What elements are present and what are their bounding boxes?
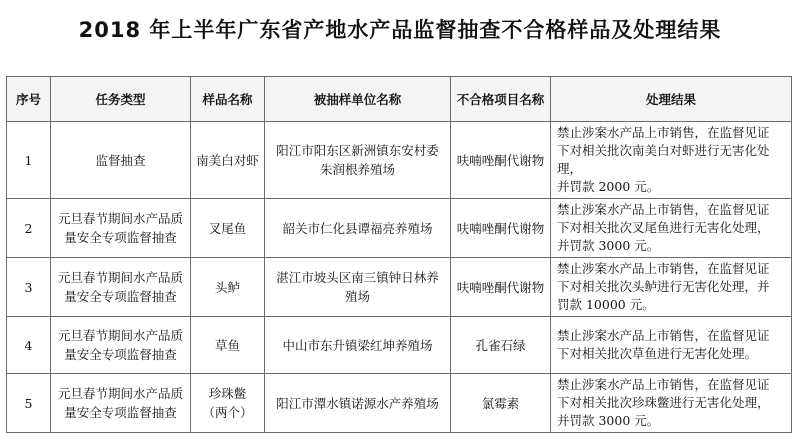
cell-sampled-unit: 中山市东升镇梁红坤养殖场: [265, 317, 451, 374]
cell-sample-name: 草鱼: [191, 317, 265, 374]
cell-task-type: 元旦春节期间水产品质 量安全专项监督抽查: [51, 258, 191, 317]
cell-result: 禁止涉案水产品上市销售，在监督见证 下对相关批次草鱼进行无害化处理。: [551, 317, 792, 374]
cell-sample-name: 珍珠鳖 （两个）: [191, 374, 265, 433]
cell-result: 禁止涉案水产品上市销售，在监督见证 下对相关批次叉尾鱼进行无害化处理， 并罚款 3000 元。: [551, 199, 792, 258]
header-failed-item: 不合格项目名称: [451, 77, 551, 122]
cell-result: 禁止涉案水产品上市销售，在监督见证 下对相关批次头鲈进行无害化处理，并 罚款 10000 元。: [551, 258, 792, 317]
cell-sample-name: 头鲈: [191, 258, 265, 317]
cell-sample-name: 叉尾鱼: [191, 199, 265, 258]
cell-task-type: 元旦春节期间水产品质 量安全专项监督抽查: [51, 317, 191, 374]
cell-no: 4: [7, 317, 51, 374]
header-task-type: 任务类型: [51, 77, 191, 122]
table-row: [7, 122, 792, 199]
cell-result: 禁止涉案水产品上市销售，在监督见证 下对相关批次南美白对虾进行无害化处理， 并罚款 2000 元。: [551, 122, 792, 199]
cell-task-type: 监督抽查: [51, 122, 191, 199]
header-no: 序号: [7, 77, 51, 122]
cell-no: 2: [7, 199, 51, 258]
cell-result: 禁止涉案水产品上市销售，在监督见证 下对相关批次珍珠鳖进行无害化处理， 并罚款 3000 元。: [551, 374, 792, 433]
header-sampled-unit: 被抽样单位名称: [265, 77, 451, 122]
cell-failed-item: 孔雀石绿: [451, 317, 551, 374]
cell-no: 1: [7, 122, 51, 199]
cell-failed-item: 氯霉素: [451, 374, 551, 433]
cell-sampled-unit: 阳江市阳东区新洲镇东安村委 朱润根养殖场: [265, 122, 451, 199]
table-row: [7, 374, 792, 433]
cell-sampled-unit: 湛江市坡头区南三镇钟日林养 殖场: [265, 258, 451, 317]
header-result: 处理结果: [551, 77, 792, 122]
cell-no: 5: [7, 374, 51, 433]
cell-task-type: 元旦春节期间水产品质 量安全专项监督抽查: [51, 199, 191, 258]
cell-no: 3: [7, 258, 51, 317]
table-row: [7, 199, 792, 258]
table-row: [7, 317, 792, 374]
table-header-row: [7, 77, 792, 122]
cell-sampled-unit: 阳江市潭水镇诺源水产养殖场: [265, 374, 451, 433]
cell-sample-name: 南美白对虾: [191, 122, 265, 199]
cell-failed-item: 呋喃唑酮代谢物: [451, 199, 551, 258]
header-sample-name: 样品名称: [191, 77, 265, 122]
cell-failed-item: 呋喃唑酮代谢物: [451, 122, 551, 199]
page-title: 2018 年上半年广东省产地水产品监督抽查不合格样品及处理结果: [78, 18, 722, 42]
table-row: [7, 258, 792, 317]
cell-sampled-unit: 韶关市仁化县谭福亮养殖场: [265, 199, 451, 258]
results-table: [6, 76, 792, 433]
cell-failed-item: 呋喃唑酮代谢物: [451, 258, 551, 317]
cell-task-type: 元旦春节期间水产品质 量安全专项监督抽查: [51, 374, 191, 433]
